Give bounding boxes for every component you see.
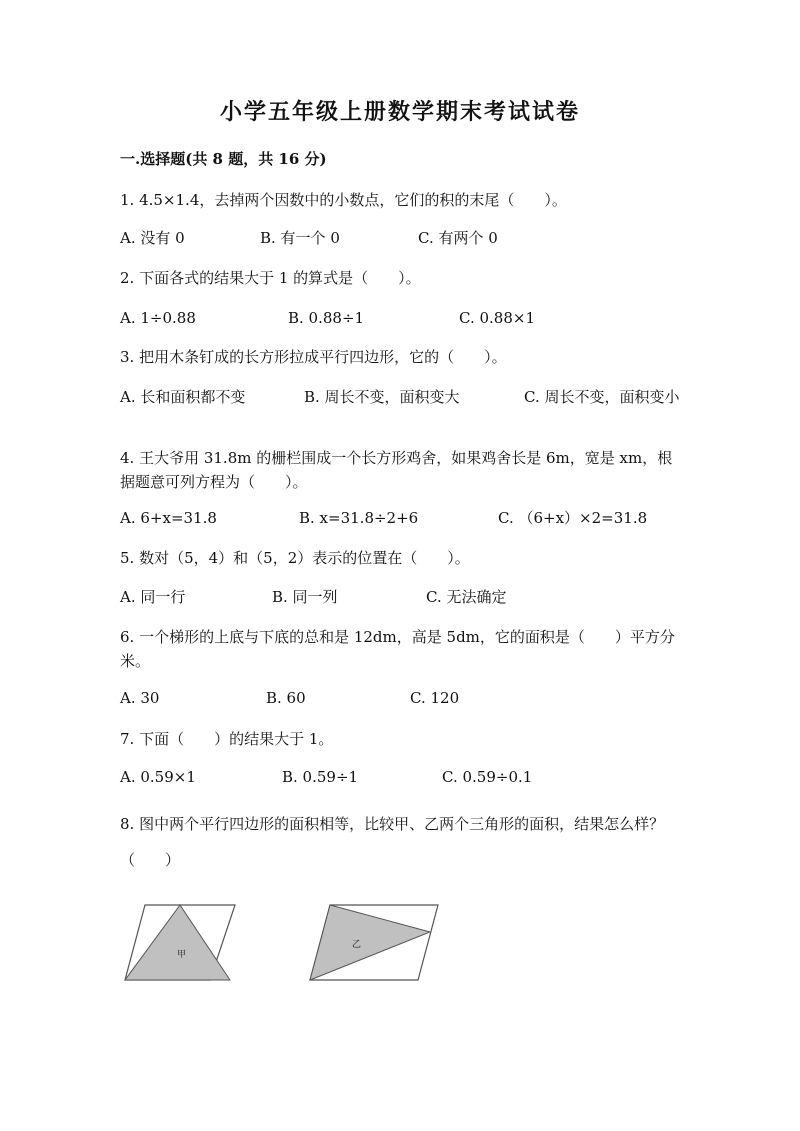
option-c-text: C. 周长不变，面积变小 (524, 388, 680, 406)
option-b[interactable]: B. 有一个 0 (260, 229, 340, 247)
option-c[interactable]: C. 无法确定 (426, 588, 507, 606)
option-c[interactable] (120, 386, 682, 408)
section-heading: 一.选择题(共 8 题，共 16 分) (120, 150, 327, 168)
question-8: 8. 图中两个平行四边形的面积相等，比较甲、乙两个三角形的面积，结果怎么样？（ ） (120, 815, 665, 869)
option-c[interactable]: C. 120 (410, 689, 460, 707)
option-a[interactable]: A. 长和面积都不变 (120, 388, 246, 406)
option-c[interactable]: C. （6+x）×2=31.8 (498, 509, 648, 527)
option-a[interactable]: A. 30 (120, 689, 160, 707)
page-title: 小学五年级上册数学期末考试试卷 (219, 99, 580, 125)
question-6: 6. 一个梯形的上底与下底的总和是 12dm，高是 5dm，它的面积是（ ）平方分米。 (120, 628, 675, 670)
question-2: 2. 下面各式的结果大于 1 的算式是（ ）。 (120, 269, 421, 287)
question-5: 5. 数对（5，4）和（5，2）表示的位置在（ ）。 (120, 549, 470, 567)
option-a[interactable]: A. 没有 0 (120, 229, 185, 247)
option-c[interactable]: C. 有两个 0 (418, 229, 498, 247)
parallelogram-figure (120, 895, 450, 990)
question-3: 3. 把用木条钉成的长方形拉成平行四边形，它的（ ）。 (120, 348, 507, 366)
option-a[interactable]: A. 0.59×1 (120, 768, 196, 786)
option-b[interactable]: B. 周长不变，面积变大 (304, 388, 460, 406)
option-a[interactable]: A. 同一行 (120, 588, 186, 606)
triangle-b-label: 乙 (352, 940, 362, 950)
option-b[interactable]: B. x=31.8÷2+6 (299, 509, 419, 527)
option-b[interactable]: B. 60 (266, 689, 306, 707)
option-a[interactable]: A. 1÷0.88 (120, 309, 196, 327)
parallelogram-right (310, 905, 438, 980)
options-3-c-wrap (120, 386, 682, 408)
parallelogram-left (125, 905, 235, 980)
option-c[interactable]: C. 0.88×1 (459, 309, 535, 327)
question-7: 7. 下面（ ）的结果大于 1。 (120, 730, 334, 748)
option-b[interactable]: B. 同一列 (272, 588, 338, 606)
question-1: 1. 4.5×1.4，去掉两个因数中的小数点，它们的积的末尾（ ）。 (120, 191, 567, 209)
option-b[interactable]: B. 0.88÷1 (288, 309, 365, 327)
triangle-a-label: 甲 (177, 950, 187, 960)
question-4: 4. 王大爷用 31.8m 的栅栏围成一个长方形鸡舍，如果鸡舍长是 6m，宽是 xm，根据题意可列方程为（ ）。 (120, 449, 673, 491)
option-a[interactable]: A. 6+x=31.8 (120, 509, 217, 527)
option-b[interactable]: B. 0.59÷1 (282, 768, 359, 786)
option-c[interactable]: C. 0.59÷0.1 (442, 768, 533, 786)
